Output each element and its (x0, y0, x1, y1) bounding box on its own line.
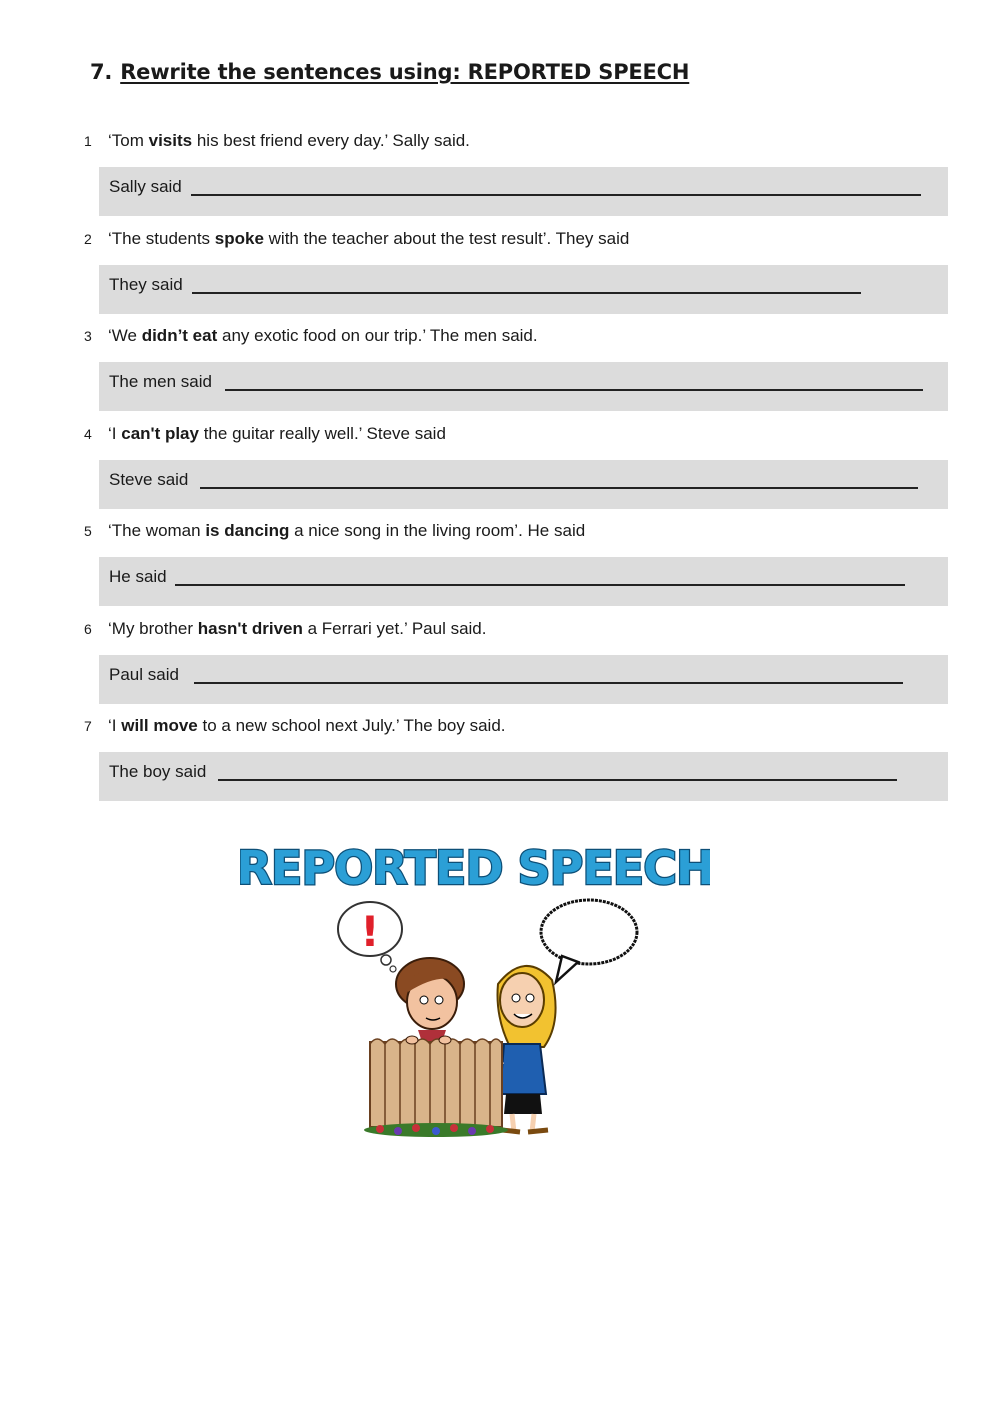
answer-box[interactable] (99, 265, 948, 314)
question-verb: will move (121, 716, 198, 735)
question-number: 7 (84, 718, 92, 734)
question-verb: can't play (121, 424, 199, 443)
question-sentence (84, 326, 538, 346)
answer-box[interactable] (99, 460, 948, 509)
question-verb: spoke (214, 229, 264, 248)
answer-label: Paul said (109, 665, 179, 684)
question-text-pre: ‘I (108, 424, 122, 443)
answer-label: Steve said (109, 470, 189, 489)
answer-line[interactable] (192, 292, 861, 294)
question-sentence (84, 521, 585, 541)
question-sentence (84, 716, 506, 736)
section-heading (90, 60, 689, 84)
question-text-pre: ‘We (108, 326, 142, 345)
answer-label: They said (109, 275, 183, 294)
wooden-fence (370, 1036, 502, 1127)
question-number: 3 (84, 328, 92, 344)
question-text-post: with the teacher about the test result’. They said (263, 229, 630, 248)
answer-label: The boy said (109, 762, 207, 781)
question-sentence (84, 424, 446, 444)
thought-bubble (338, 902, 402, 972)
answer-box[interactable] (99, 752, 948, 801)
question-text-post: to a new school next July.’ The boy said. (197, 716, 506, 735)
heading-text: Rewrite the sentences using: REPORTED SPEECH (120, 60, 690, 84)
answer-label: Sally said (109, 177, 182, 196)
question-text-post: the guitar really well.’ Steve said (198, 424, 446, 443)
answer-box[interactable] (99, 362, 948, 411)
question-verb: visits (148, 131, 193, 150)
question-text-pre: ‘I (108, 716, 122, 735)
question-number: 4 (84, 426, 92, 442)
answer-box[interactable] (99, 655, 948, 704)
answer-line[interactable] (191, 194, 921, 196)
answer-label: He said (109, 567, 167, 586)
reported-speech-illustration (240, 832, 710, 1152)
answer-line[interactable] (225, 389, 923, 391)
illustration-title: REPORTED SPEECH (240, 841, 710, 895)
answer-label: The men said (109, 372, 212, 391)
woman-left (396, 958, 464, 1042)
question-sentence (84, 229, 629, 249)
question-text-pre: ‘The woman (108, 521, 206, 540)
question-text-post: any exotic food on our trip.’ The men said. (217, 326, 538, 345)
answer-line[interactable] (194, 682, 903, 684)
question-number: 1 (84, 133, 92, 149)
question-text-post: a Ferrari yet.’ Paul said. (302, 619, 487, 638)
question-number: 5 (84, 523, 92, 539)
heading-number: 7. (90, 60, 113, 84)
question-number: 6 (84, 621, 92, 637)
question-number: 2 (84, 231, 92, 247)
answer-line[interactable] (200, 487, 918, 489)
answer-box[interactable] (99, 167, 948, 216)
question-verb: is dancing (205, 521, 290, 540)
question-verb: didn’t eat (141, 326, 218, 345)
question-text-pre: ‘Tom (108, 131, 149, 150)
answer-line[interactable] (175, 584, 905, 586)
question-text-pre: ‘The students (108, 229, 215, 248)
answer-line[interactable] (218, 779, 897, 781)
question-sentence (84, 131, 470, 151)
question-text-post: a nice song in the living room’. He said (289, 521, 586, 540)
exclamation-mark: ! (360, 907, 380, 956)
speech-bubble (541, 900, 637, 982)
answer-box[interactable] (99, 557, 948, 606)
question-verb: hasn't driven (197, 619, 303, 638)
flower-bed (364, 1123, 508, 1137)
question-text-post: his best friend every day.’ Sally said. (192, 131, 470, 150)
question-text-pre: ‘My brother (108, 619, 198, 638)
question-sentence (84, 619, 486, 639)
cartoon-image (240, 832, 710, 1152)
